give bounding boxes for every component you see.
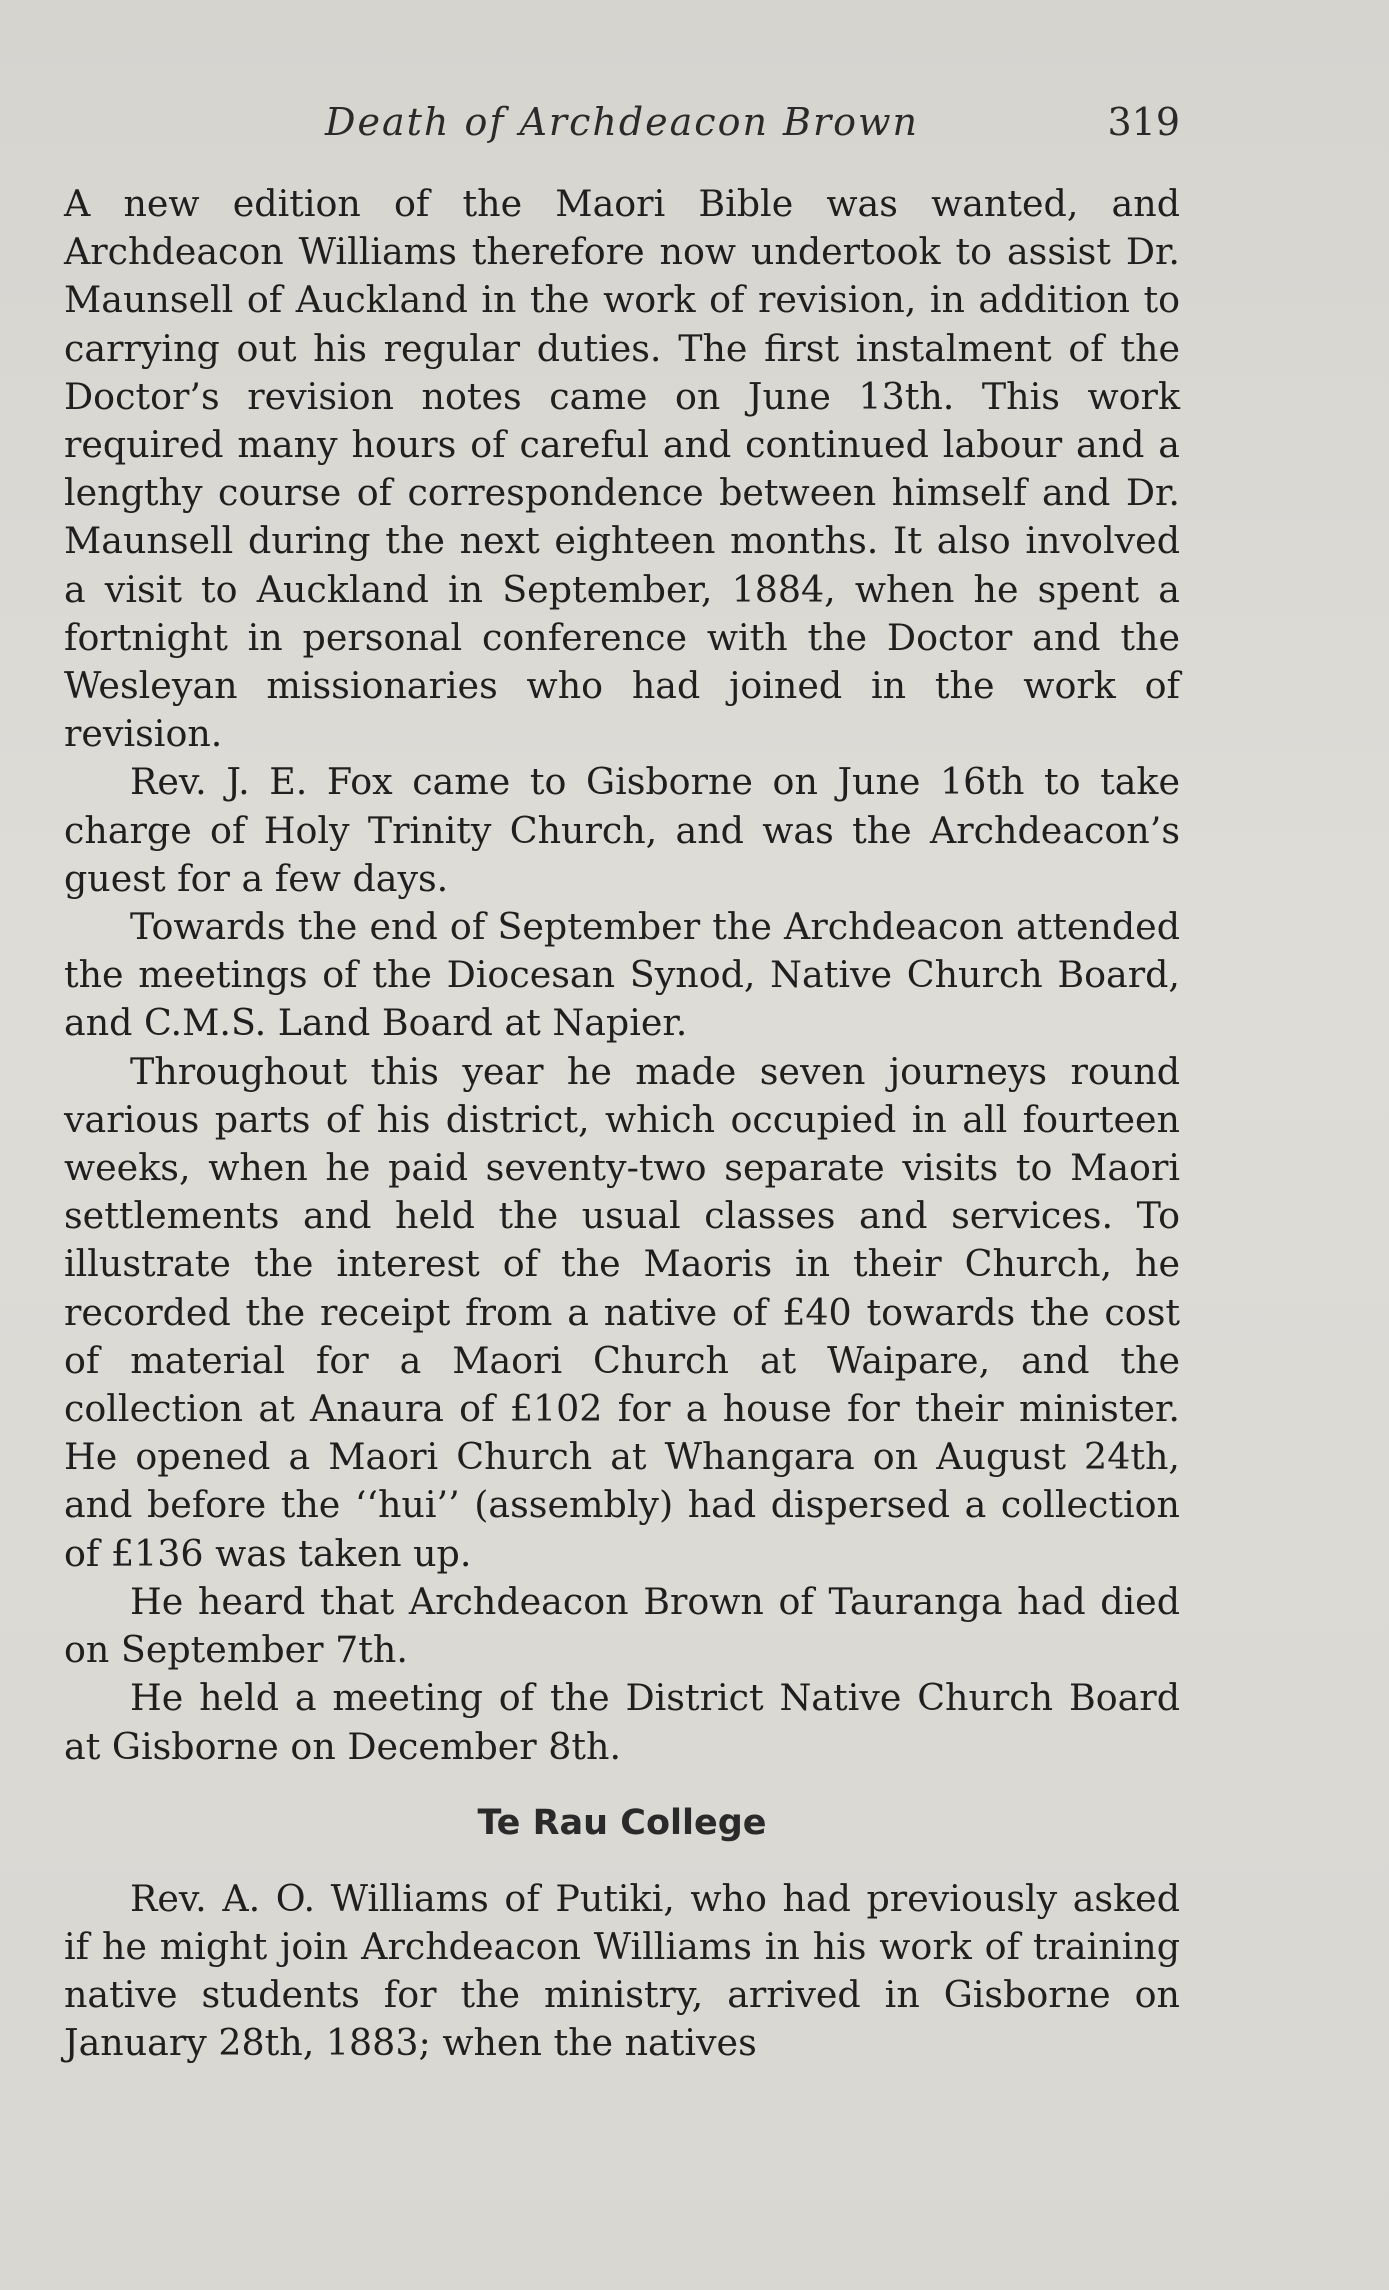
running-head [64,100,1180,160]
running-head-title: Death of Archdeacon Brown [325,100,919,144]
paragraph-rev-ao-williams: Rev. A. O. Williams of Putiki, who had previously asked if he might join Archdeacon Williams in his work of training native students for the ministry, arrived in Gisborne on January 28th, 1883; when the natives [64,1876,1180,2065]
paragraph-church-board-meeting: He held a meeting of the District Native Church Board at Gisborne on December 8th. [64,1676,1180,1768]
paragraph-archdeacon-brown-death: He heard that Archdeacon Brown of Tauranga had died on September 7th. [64,1579,1180,1672]
paragraph-district-journeys: Throughout this year he made seven journeys round various parts of his district, which occupied in all fourteen weeks, when he paid seventy-two separate visits to Maori settlements and held the usual classes and services. To illustrate the interest of the Maoris in their Church, he recorded the receipt from a native of £40 towards the cost of material for a Maori Church at Waipare, and the collection at Anaura of £102 for a house for their minister. He opened a Maori Church at Whangara on August 24th, and before the ‘‘hui’’ (assembly) had dispersed a collection of £136 was taken up. [64,1049,1180,1575]
page-number: 319 [1107,100,1180,144]
body-text [64,180,1180,2068]
section-heading-te-rau-college: Te Rau College [477,1802,767,1843]
paragraph-maori-bible-revision: A new edition of the Maori Bible was wanted, and Archdeacon Williams therefore now undertook to assist Dr. Maunsell of Auckland in the work of revision, in addition to carrying out his regular duties. The first instalment of the Doctor’s revision notes came on June 13th. This work required many hours of careful and continued labour and a lengthy course of correspondence between himself and Dr. Maunsell during the next eighteen months. It also involved a visit to Auckland in September, 1884, when he spent a fortnight in personal conference with the Doctor and the Wesleyan missionaries who had joined in the work of revision. [64,182,1180,756]
paragraph-rev-fox: Rev. J. E. Fox came to Gisborne on June 16th to take charge of Holy Trinity Church, and was the Archdeacon’s guest for a few days. [64,760,1180,900]
paragraph-synod-meetings: Towards the end of September the Archdeacon attended the meetings of the Diocesan Synod, Native Church Board, and C.M.S. Land Board at Napier. [64,905,1180,1045]
